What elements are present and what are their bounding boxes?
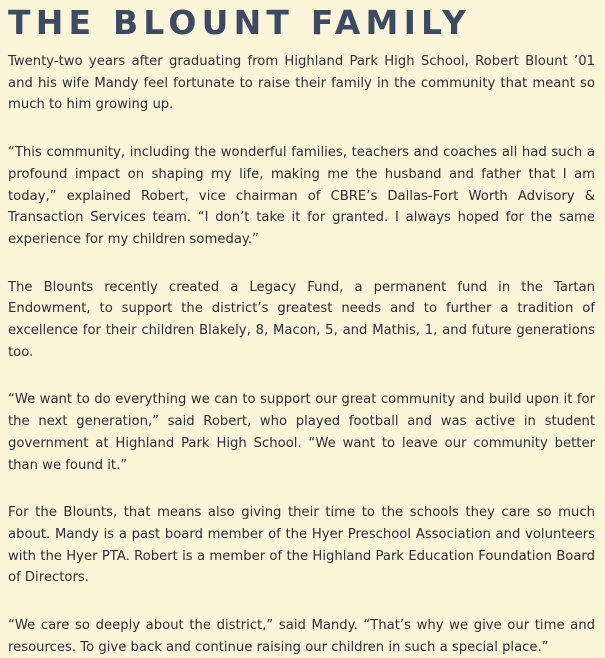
paragraph-next-generation: “We want to do everything we can to support our great community and build upon it for the next generation,” said Robert, who played football and was active in student government at Highland Park High School. “We want to leave our community better than we found it.” — [8, 392, 595, 473]
article-body — [8, 51, 595, 658]
paragraph-robert-quote: “This community, including the wonderful families, teachers and coaches all had such a profound impact on shaping my life, making me the husband and father that I am today,” explained Robert, vice chairman of CBRE’s Dallas-Fort Worth Advisory & Transaction Services team. “I don’t take it for granted. I always hoped for the same experience for my children someday.” — [8, 145, 595, 247]
paragraph-legacy-fund: The Blounts recently created a Legacy Fund, a permanent fund in the Tartan Endowment, to support the district’s greatest needs and to further a tradition of excellence for their children Blakely, 8, Macon, 5, and Mathis, 1, and future generations too. — [8, 279, 595, 360]
paragraph-intro: Twenty-two years after graduating from Highland Park High School, Robert Blount ’01 and his wife Mandy feel fortunate to raise their family in the community that meant so much to him growing up. — [8, 54, 595, 113]
paragraph-volunteering: For the Blounts, that means also giving their time to the schools they care so much about. Mandy is a past board member of the Hyer Preschool Association and volunteers with the Hyer PTA. Robert is a member of the Highland Park Education Foundation Board of Directors. — [8, 505, 595, 586]
article-title: THE BLOUNT FAMILY — [8, 3, 472, 42]
paragraph-mandy-quote: “We care so deeply about the district,” said Mandy. “That’s why we give our time and resources. To give back and continue raising our children in such a special place.” — [8, 618, 595, 655]
